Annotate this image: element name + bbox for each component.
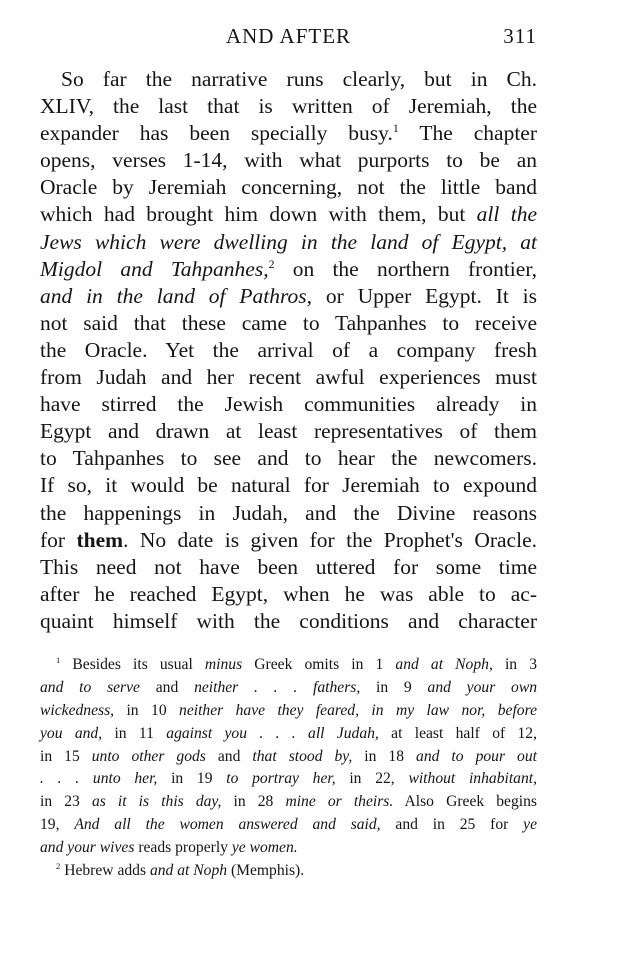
footnote-text: Hebrew adds xyxy=(60,862,150,880)
footnote-marker: 2 xyxy=(56,860,61,871)
footnote-ref-2: 2 xyxy=(268,256,275,271)
text-line: have stirred the Jewish communities already in xyxy=(40,392,537,417)
footnote-text: in 22, xyxy=(335,770,409,788)
footnote-text: and xyxy=(139,678,195,696)
footnote-text: against you . . . all Judah, xyxy=(166,724,379,742)
footnote-text: in 23 xyxy=(40,793,92,811)
footnote-ref-1: 1 xyxy=(392,121,399,136)
text-line: quaint himself with the conditions and character xyxy=(40,608,537,633)
footnote-text: Also Greek begins xyxy=(393,793,537,811)
footnote-text: in 10 xyxy=(114,701,180,719)
footnote-text: you and, xyxy=(40,724,103,742)
running-title: AND AFTER xyxy=(225,24,352,48)
text-line: from Judah and her recent awful experiences must xyxy=(40,365,537,390)
text-line: after he reached Egypt, when he was able to ac- xyxy=(40,581,537,606)
footnote-text: and to serve xyxy=(40,678,140,696)
text-line: Migdol and Tahpanhes,$^2$ on the northern frontier, xyxy=(40,256,538,281)
footnote-text: reads properly xyxy=(134,839,232,857)
footnote-text: minus xyxy=(204,656,243,673)
footnote-text: wickedness, xyxy=(40,701,115,719)
page-number: 311 xyxy=(503,24,537,48)
main-paragraph xyxy=(40,66,537,635)
text-line: not said that these came to Tahpanhes to receive xyxy=(40,310,537,335)
text-line: to Tahpanhes to see and to hear the newcomers. xyxy=(40,446,537,471)
footnote-line xyxy=(40,860,537,883)
footnote-line xyxy=(40,768,537,791)
footnote-text: neither . . . fathers, xyxy=(194,678,361,696)
text-line: So far the narrative runs clearly, but in Ch. xyxy=(61,67,537,91)
page-header xyxy=(40,24,537,50)
footnote-text: as it is this day, xyxy=(91,793,222,811)
footnote-text: and your own xyxy=(427,678,538,696)
footnote-text: and at Noph, xyxy=(395,656,493,673)
footnote-text: . . . unto her, xyxy=(40,770,158,788)
footnote-text: (Memphis). xyxy=(227,862,305,880)
footnote-text: that stood by, xyxy=(252,747,353,765)
footnote-text: and at Noph xyxy=(149,862,228,880)
footnote-text: in 15 xyxy=(40,747,92,765)
footnote-text: unto other gods xyxy=(91,747,206,765)
footnote-text: 19, xyxy=(40,816,75,834)
footnote-text: in 28 xyxy=(221,793,286,811)
text-line: Egypt and drawn at least representatives of them xyxy=(40,419,537,444)
text-line: and in the land of Pathros, or Upper Egypt. It is xyxy=(40,283,538,308)
text-line: which had brought him down with them, but all the xyxy=(40,202,537,227)
text-line: expander has been specially busy.$^1$ The chapter xyxy=(40,121,537,146)
footnote-text: in 19 xyxy=(157,770,227,788)
footnote-text: in 18 xyxy=(352,747,417,765)
footnote-text: and in 25 for xyxy=(380,816,524,834)
text-line: This need not have been uttered for some time xyxy=(40,554,537,579)
footnote-text: and to pour out xyxy=(416,747,537,765)
text-line: for them. No date is given for the Prophet's Oracle. xyxy=(40,527,537,552)
footnote-text: in 9 xyxy=(360,678,428,696)
footnote-text: at least half of 12, xyxy=(378,724,538,742)
footnote-text: ye xyxy=(523,816,537,834)
footnote-text: and xyxy=(205,747,253,765)
text-line: Oracle by Jeremiah concerning, not the little band xyxy=(40,175,537,200)
footnote-text: in 11 xyxy=(102,724,167,742)
text-line: the Oracle. Yet the arrival of a company fresh xyxy=(40,337,537,362)
footnote-line xyxy=(40,700,537,723)
footnote-text: And all the women answered and said, xyxy=(74,816,381,834)
footnote-line xyxy=(40,746,537,769)
footnote-line xyxy=(40,791,537,814)
footnotes xyxy=(40,654,537,883)
footnote-text: ye women. xyxy=(231,839,298,857)
footnote-line xyxy=(40,677,537,700)
footnote-line xyxy=(40,814,537,837)
footnote-text: in 3 xyxy=(492,656,537,673)
footnote-text: and your wives xyxy=(40,839,135,857)
text-line: Jews which were dwelling in the land of Egypt, at xyxy=(40,229,537,254)
footnote-marker: 1 xyxy=(56,654,61,665)
footnote-line xyxy=(40,654,537,677)
footnote-text: Greek omits in 1 xyxy=(242,656,396,673)
text-line: If so, it would be natural for Jeremiah to expound xyxy=(40,473,537,498)
footnote-text: without inhabitant, xyxy=(408,770,537,788)
footnote-text: to portray her, xyxy=(226,770,336,788)
footnote-text: neither have they feared, in my law nor, before xyxy=(179,701,537,719)
text-line: XLIV, the last that is written of Jeremiah, the xyxy=(40,94,537,119)
text-line: the happenings in Judah, and the Divine reasons xyxy=(40,500,537,525)
footnote-text: Besides its usual xyxy=(60,656,205,673)
footnote-line xyxy=(40,837,537,860)
text-line: opens, verses 1-14, with what purports to be an xyxy=(40,148,537,173)
footnote-line xyxy=(40,723,537,746)
footnote-text: mine or theirs. xyxy=(285,793,394,811)
